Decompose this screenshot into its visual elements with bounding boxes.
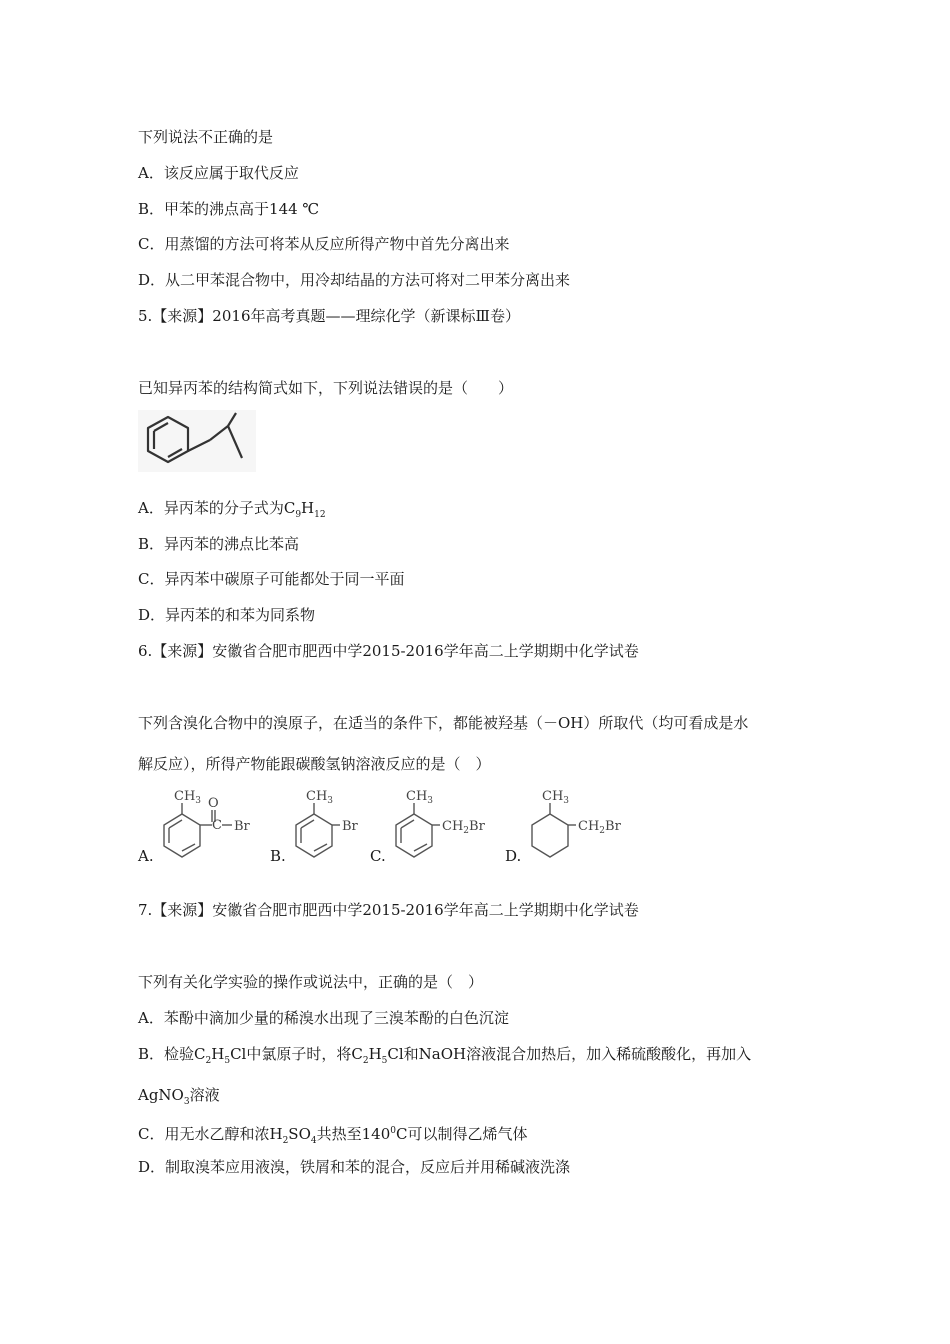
- option-b: B．甲苯的沸点高于144 ℃: [138, 200, 320, 218]
- question-source: 5.【来源】2016年高考真题——理综化学（新课标Ⅲ卷）: [138, 307, 520, 325]
- option-d: D．异丙苯的和苯为同系物: [138, 606, 316, 624]
- option-letter-d: D.: [505, 847, 522, 865]
- question-stem: 解反应），所得产物能跟碳酸氢钠溶液反应的是（ ）: [138, 755, 491, 773]
- option-b: B．异丙苯的沸点比苯高: [138, 535, 300, 553]
- svg-text:O: O: [208, 796, 219, 811]
- svg-text:CH2Br: $CH_2Br$: [578, 819, 621, 836]
- option-d: D．制取溴苯应用液溴，铁屑和苯的混合，反应后并用稀碱液洗涤: [138, 1158, 571, 1176]
- option-c: C．异丙苯中碳原子可能都处于同一平面: [138, 570, 405, 588]
- option-a: A．异丙苯的分子式为$C_9H_{12}$: [138, 499, 326, 520]
- structure-a-benzoyl-bromide: [152, 784, 260, 866]
- structure-b-bromotoluene: [284, 784, 364, 866]
- question-source: 6.【来源】安徽省合肥市肥西中学2015-2016学年高二上学期期中化学试卷: [138, 642, 639, 660]
- svg-text:C: C: [212, 818, 222, 833]
- option-letter-a: A.: [138, 847, 154, 865]
- svg-text:CH3: $CH_3$: [406, 789, 434, 806]
- svg-text:Br: Br: [342, 819, 358, 834]
- option-a: A．苯酚中滴加少量的稀溴水出现了三溴苯酚的白色沉淀: [138, 1009, 509, 1027]
- structure-d-methylcyclohexylmethyl-bromide: [520, 784, 632, 866]
- svg-text:CH3: $CH_3$: [306, 789, 334, 806]
- question-stem: 已知异丙苯的结构简式如下，下列说法错误的是（ ）: [138, 379, 514, 397]
- option-c: C．用无水乙醇和浓$H_2SO_4$共热至$140^0C$可以制得乙烯气体: [138, 1125, 528, 1146]
- option-b-continued: AgNO$_3$溶液: [138, 1086, 220, 1107]
- svg-text:CH2Br: $CH_2Br$: [442, 819, 485, 836]
- option-c: C．用蒸馏的方法可将苯从反应所得产物中首先分离出来: [138, 235, 510, 253]
- question-stem: 下列有关化学实验的操作或说法中，正确的是（ ）: [138, 973, 484, 991]
- question-source: 7.【来源】安徽省合肥市肥西中学2015-2016学年高二上学期期中化学试卷: [138, 901, 639, 919]
- question-stem: 下列说法不正确的是: [138, 128, 274, 146]
- option-b: B．检验$C_2H_5Cl$中氯原子时，将$C_2H_5Cl$和NaOH溶液混合加热后，加入稀硫酸酸化，再加入: [138, 1045, 752, 1066]
- option-letter-b: B.: [270, 847, 286, 865]
- svg-text:CH3: $CH_3$: [174, 789, 202, 806]
- cumene-structure-image: [138, 410, 256, 472]
- svg-text:CH3: $CH_3$: [542, 789, 570, 806]
- option-d: D．从二甲苯混合物中，用冷却结晶的方法可将对二甲苯分离出来: [138, 271, 571, 289]
- option-a: A．该反应属于取代反应: [138, 164, 299, 182]
- structure-c-methylbenzyl-bromide: [384, 784, 496, 866]
- question-stem: 下列含溴化合物中的溴原子，在适当的条件下，都能被羟基（－OH）所取代（均可看成是水: [138, 714, 749, 732]
- option-letter-c: C.: [370, 847, 386, 865]
- svg-text:Br: Br: [234, 819, 250, 834]
